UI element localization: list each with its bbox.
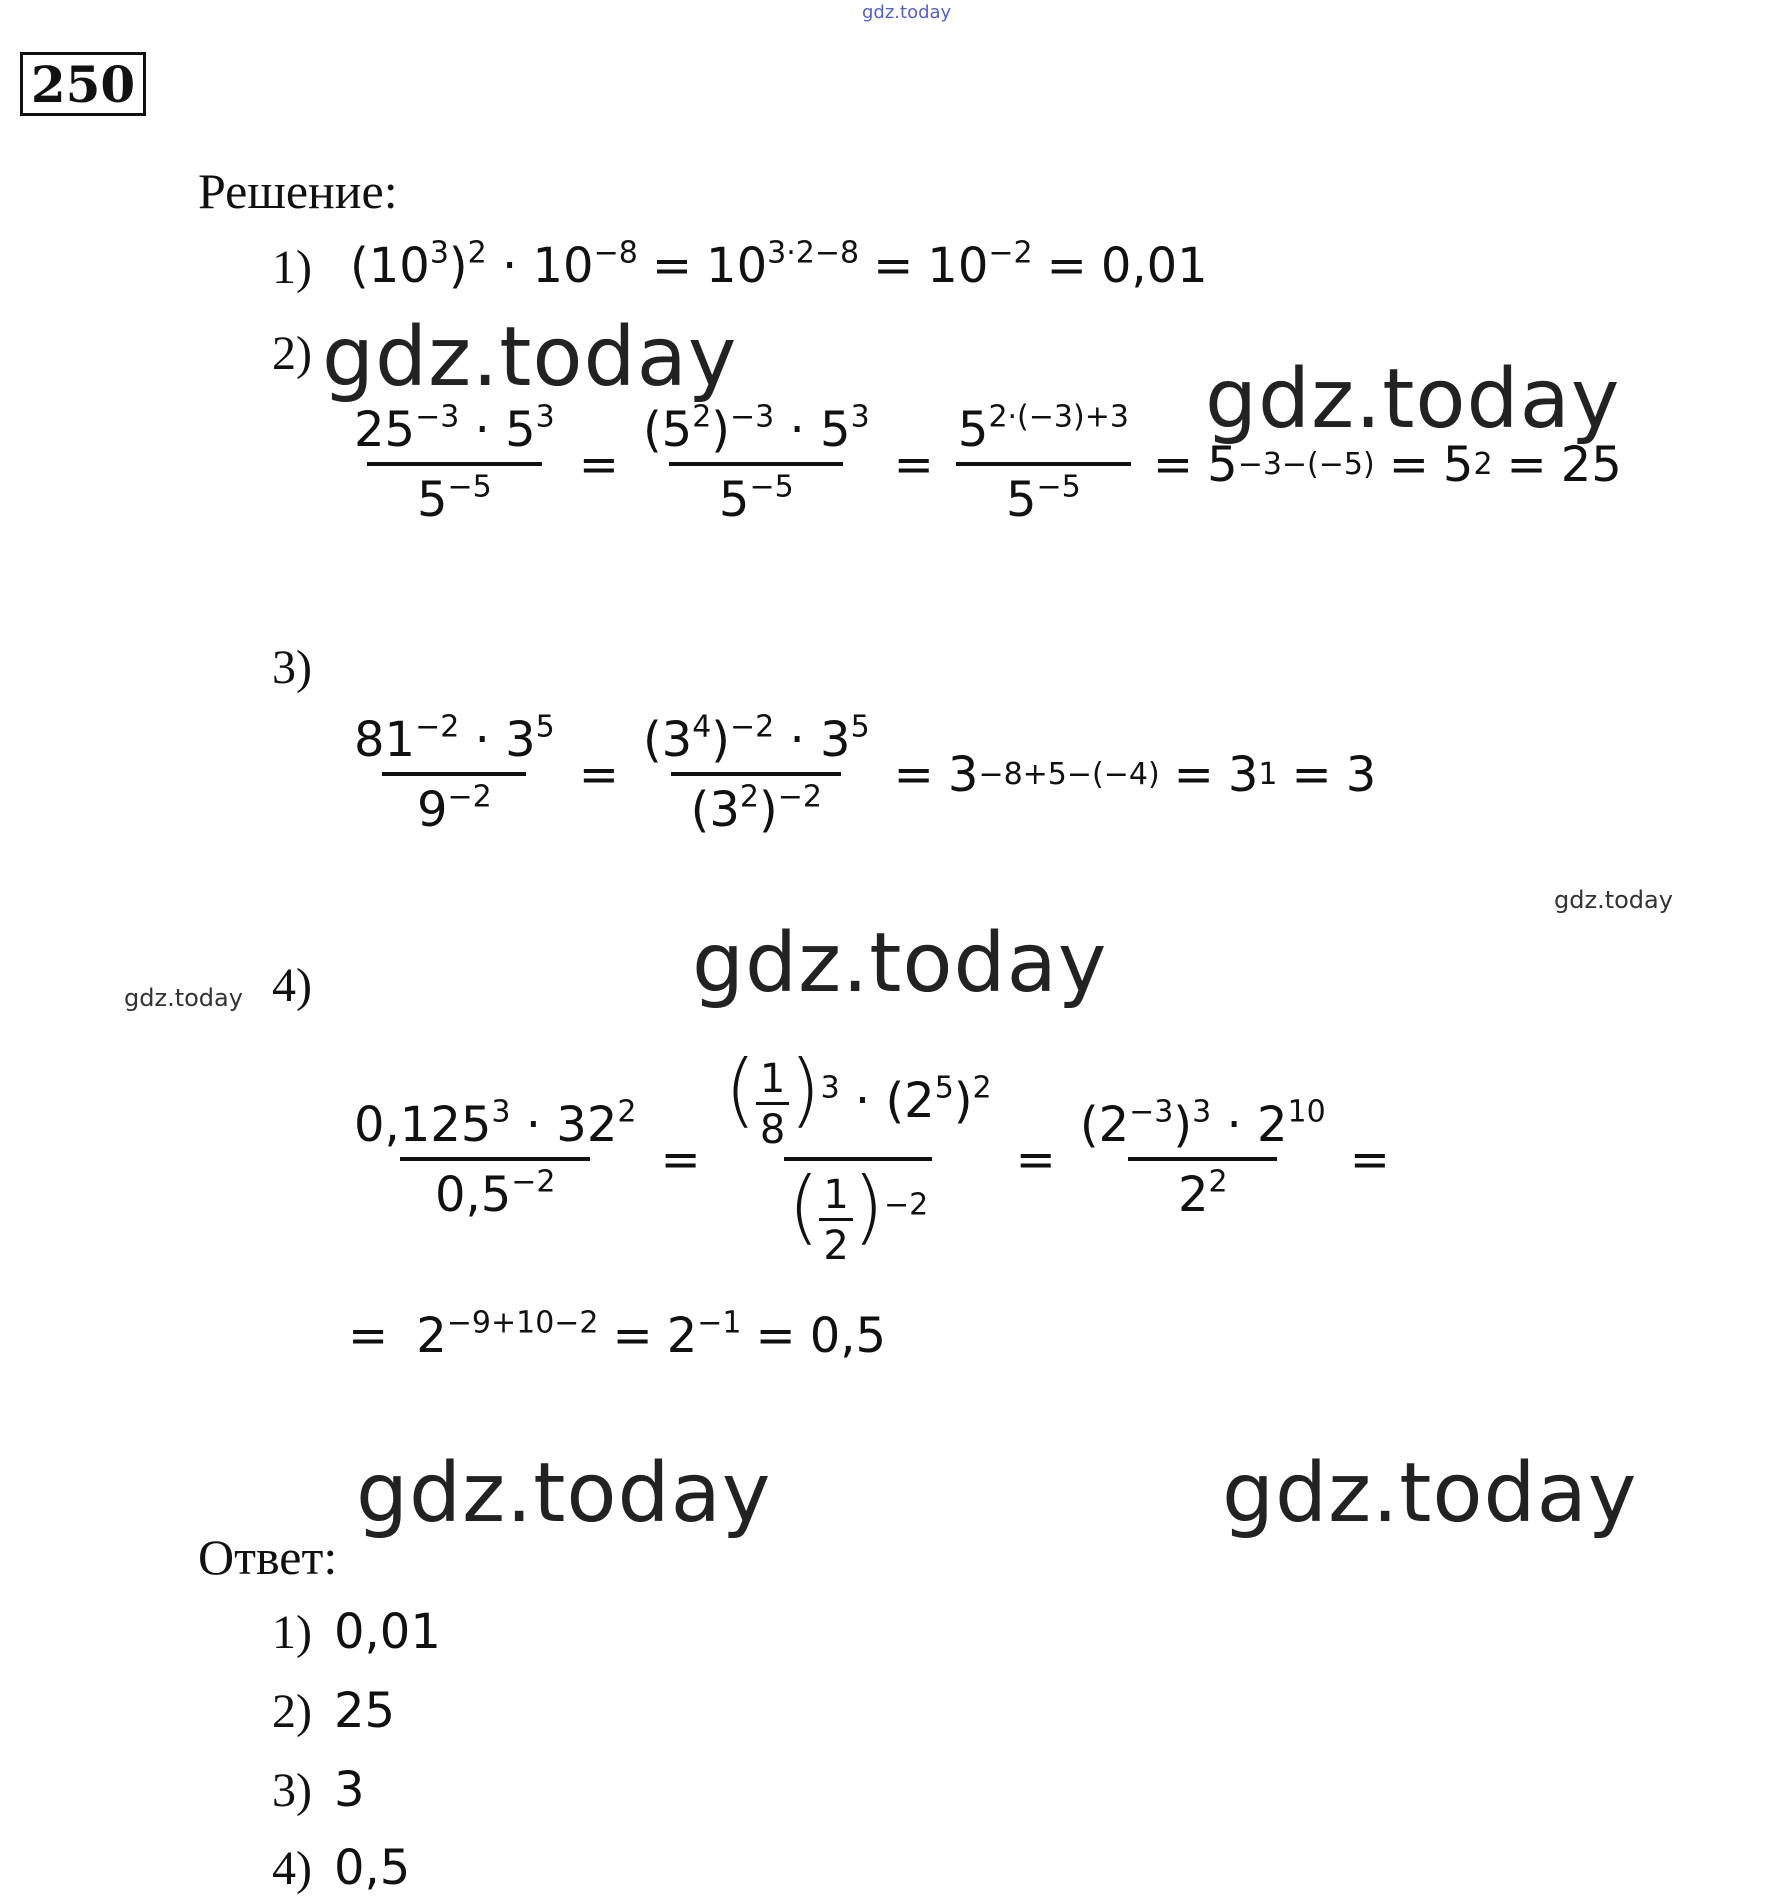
step-2-fraction-3: $\frac{5^{2\cdot(-3)+3}}{5^{-5}}$ bbox=[957, 399, 1129, 528]
step-3-label: 3) bbox=[272, 641, 312, 694]
step-2-expression: $\frac{25^{-3} \cdot 5^3}{5^{-5}}$ = $\frac{(5^2)^{-3} \cdot 5^3}{5^{-5}}$ = $\frac{5^{2\cdot(-3)+3}}{5^{-5}}$ = 5 −3−(−5) = 5 2 = 25 bbox=[344, 402, 1622, 528]
watermark-4: gdz.today bbox=[692, 916, 1108, 1011]
problem-number: 250 bbox=[20, 52, 146, 116]
step-2-fraction-1: $\frac{25^{-3} \cdot 5^3}{5^{-5}}$ bbox=[354, 399, 555, 528]
watermark-6: gdz.today bbox=[356, 1446, 772, 1541]
step-3-fraction-2: $\frac{(3^4)^{-2} \cdot 3^5}{(3^2)^{-2}}$ bbox=[642, 709, 870, 838]
answer-4-value: 0,5 bbox=[333, 1840, 411, 1896]
watermark-5: gdz.today bbox=[124, 984, 243, 1012]
step-2-label: 2) bbox=[272, 327, 312, 380]
answer-3-label: 3) bbox=[272, 1764, 312, 1817]
step-1-result: 0,01 bbox=[1100, 238, 1208, 294]
watermark-3: gdz.today bbox=[1554, 886, 1673, 914]
watermark-top: gdz.today bbox=[862, 2, 952, 23]
step-4-fraction-2: ( $\frac{1}{8}$ )$^3 \cdot (2^5)^2$ ( $\frac{1}{2}$ )$^{-2}$ bbox=[724, 1043, 992, 1269]
answer-3-value: 3 bbox=[333, 1762, 365, 1818]
step-4-expression: $\frac{0,125^3 \cdot 32^2}{0,5^{-2}}$ = ( $\frac{1}{8}$ )$^3 \cdot (2^5)^2$ ( $\frac{1}{2}$ )$^{-2}$ = $\frac{(2^{-3})^3 \cdot 2^{10}}{2^2}$ = bbox=[344, 1050, 1404, 1269]
answer-2 bbox=[272, 1683, 395, 1739]
answer-2-value: 25 bbox=[333, 1683, 396, 1739]
step-3-result: 3 bbox=[1345, 747, 1377, 803]
step-2-result: 25 bbox=[1560, 437, 1622, 493]
step-4-fraction-1: $\frac{0,125^3 \cdot 32^2}{0,5^{-2}}$ bbox=[354, 1094, 637, 1223]
answer-heading: Ответ: bbox=[198, 1529, 338, 1585]
step-2-fraction-2: $\frac{(5^2)^{-3} \cdot 5^3}{5^{-5}}$ bbox=[642, 399, 870, 528]
answer-1-value: 0,01 bbox=[333, 1604, 441, 1660]
step-1-expression: $(10^3)^2 \cdot 10^{-8} = 10^{3\cdot 2-8} = 10^{-2} = 0,01$ bbox=[350, 235, 1208, 294]
answer-3 bbox=[272, 1762, 365, 1818]
watermark-2: gdz.today bbox=[1205, 352, 1621, 447]
step-1-label: 1) bbox=[272, 241, 312, 294]
step-4-label: 4) bbox=[272, 959, 312, 1012]
step-3-fraction-1: $\frac{81^{-2} \cdot 3^5}{9^{-2}}$ bbox=[354, 709, 555, 838]
watermark-7: gdz.today bbox=[1222, 1446, 1638, 1541]
solution-heading: Решение: bbox=[198, 163, 398, 219]
step-4-result: 0,5 bbox=[809, 1308, 887, 1364]
watermark-1: gdz.today bbox=[322, 310, 738, 405]
step-4-fraction-3: $\frac{(2^{-3})^3 \cdot 2^{10}}{2^2}$ bbox=[1079, 1094, 1326, 1223]
answer-4-label: 4) bbox=[272, 1842, 312, 1895]
step-3-expression: $\frac{81^{-2} \cdot 3^5}{9^{-2}}$ = $\frac{(3^4)^{-2} \cdot 3^5}{(3^2)^{-2}}$ = 3 −8+5−(−4) = 3 1 = 3 bbox=[344, 712, 1376, 838]
answer-1-label: 1) bbox=[272, 1606, 312, 1659]
step-4-continuation: = $2^{-9+10-2} = 2^{-1} = 0,5$ bbox=[348, 1305, 887, 1364]
answer-1 bbox=[272, 1604, 441, 1660]
answer-2-label: 2) bbox=[272, 1685, 312, 1738]
answer-4 bbox=[272, 1840, 410, 1896]
